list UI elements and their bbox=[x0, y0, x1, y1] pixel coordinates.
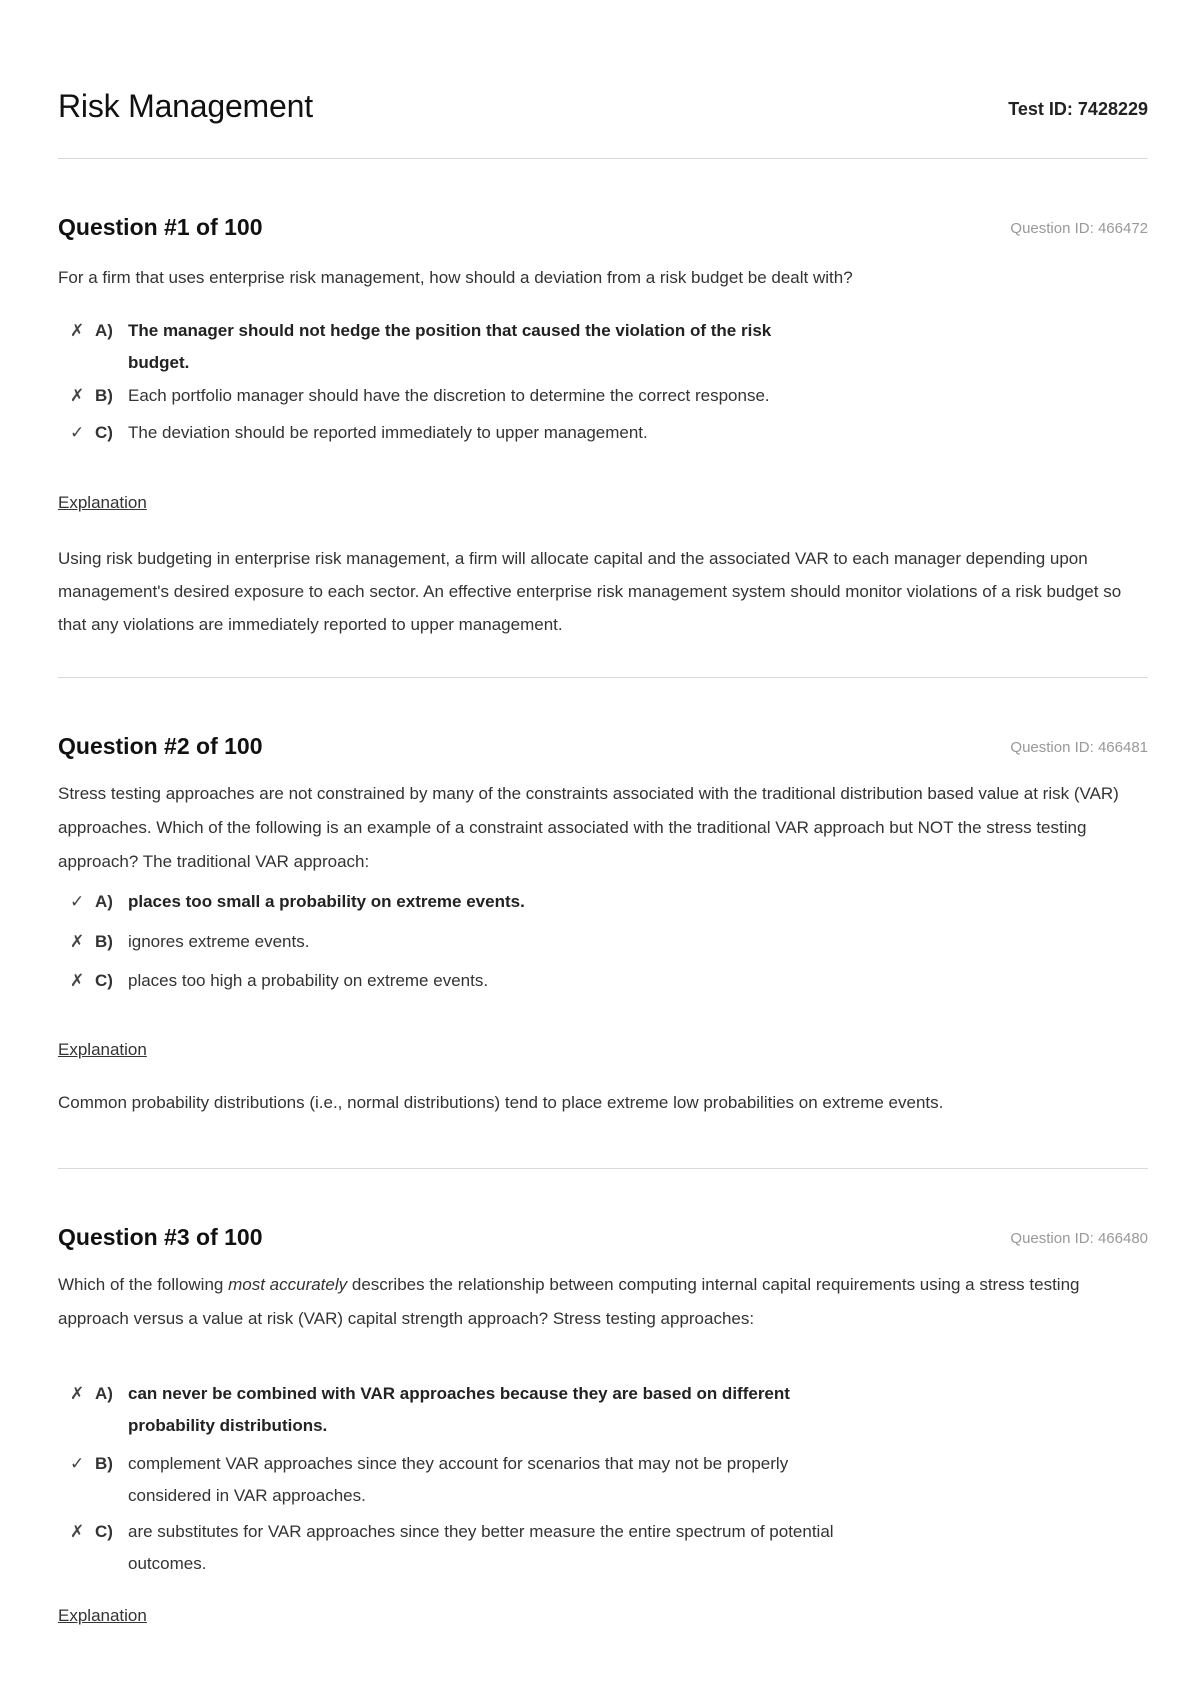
option-letter: C) bbox=[95, 971, 113, 990]
question-title: Question #3 of 100 bbox=[58, 1224, 263, 1250]
option-letter: A) bbox=[95, 892, 113, 911]
correct-check-icon: ✓ bbox=[70, 892, 85, 911]
question-text: For a firm that uses enterprise risk management, how should a deviation from a risk budget be dealt with? bbox=[58, 268, 853, 287]
question-text-emphasis: most accurately bbox=[228, 1275, 348, 1294]
option-c[interactable] bbox=[70, 965, 930, 997]
question-id: Question ID: 466481 bbox=[1010, 739, 1148, 756]
page-header bbox=[58, 0, 1148, 159]
option-a[interactable] bbox=[70, 886, 930, 918]
option-letter: B) bbox=[95, 932, 113, 951]
question-1 bbox=[58, 159, 1148, 678]
option-text: complement VAR approaches since they account for scenarios that may not be properly considered in VAR approaches. bbox=[128, 1454, 789, 1505]
explanation-label: Explanation bbox=[58, 493, 147, 512]
option-text: places too high a probability on extreme events. bbox=[128, 971, 489, 990]
option-c[interactable] bbox=[70, 1516, 850, 1580]
option-a[interactable] bbox=[70, 1378, 790, 1442]
option-a[interactable] bbox=[70, 315, 800, 379]
question-text-end: describes the relationship between computing internal capital requirements using a stress testing approach versus a value at risk (VAR) capital strength approach? Stress testing approaches: bbox=[58, 1275, 1080, 1328]
option-text: The manager should not hedge the position that caused the violation of the risk budget. bbox=[128, 321, 772, 372]
question-text bbox=[58, 1268, 1148, 1336]
incorrect-mark-icon: ✗ bbox=[70, 386, 85, 405]
option-text: are substitutes for VAR approaches since they better measure the entire spectrum of potential outcomes. bbox=[128, 1522, 834, 1573]
question-title: Question #2 of 100 bbox=[58, 733, 263, 759]
question-text-start: Which of the following bbox=[58, 1275, 229, 1294]
question-title: Question #1 of 100 bbox=[58, 214, 263, 240]
incorrect-mark-icon: ✗ bbox=[70, 1522, 85, 1541]
question-id: Question ID: 466480 bbox=[1010, 1230, 1148, 1247]
option-letter: C) bbox=[95, 423, 113, 442]
question-2 bbox=[58, 678, 1148, 1169]
explanation-text: Common probability distributions (i.e., normal distributions) tend to place extreme low probabilities on extreme events. bbox=[58, 1093, 944, 1112]
option-b[interactable] bbox=[70, 380, 930, 412]
explanation-label: Explanation bbox=[58, 1040, 147, 1059]
explanation-label: Explanation bbox=[58, 1606, 147, 1625]
question-3 bbox=[58, 1169, 1148, 1700]
incorrect-mark-icon: ✗ bbox=[70, 971, 85, 990]
option-letter: A) bbox=[95, 321, 113, 340]
option-letter: C) bbox=[95, 1522, 113, 1541]
explanation-text: Using risk budgeting in enterprise risk management, a firm will allocate capital and the associated VAR to each manager depending upon management's desired exposure to each sector. An effective enterprise risk management system should monitor violations of a risk budget so that any violations are immediately reported to upper management. bbox=[58, 549, 1122, 634]
incorrect-mark-icon: ✗ bbox=[70, 321, 85, 340]
option-text: ignores extreme events. bbox=[128, 932, 310, 951]
option-letter: B) bbox=[95, 1454, 113, 1473]
incorrect-mark-icon: ✗ bbox=[70, 1384, 85, 1403]
option-letter: B) bbox=[95, 386, 113, 405]
question-text: Stress testing approaches are not constrained by many of the constraints associated with the traditional distribution based value at risk (VAR) approaches. Which of the following is an example of a constraint associated with the traditional VAR approach but NOT the stress testing approach? The traditional VAR approach: bbox=[58, 784, 1119, 871]
option-c[interactable] bbox=[70, 417, 930, 449]
option-letter: A) bbox=[95, 1384, 113, 1403]
option-text: The deviation should be reported immediately to upper management. bbox=[128, 423, 648, 442]
option-text: can never be combined with VAR approaches because they are based on different probability distributions. bbox=[128, 1384, 790, 1435]
option-b[interactable] bbox=[70, 926, 930, 958]
incorrect-mark-icon: ✗ bbox=[70, 932, 85, 951]
question-id: Question ID: 466472 bbox=[1010, 220, 1148, 237]
option-b[interactable] bbox=[70, 1448, 800, 1512]
page-title: Risk Management bbox=[58, 88, 313, 124]
correct-check-icon: ✓ bbox=[70, 1454, 85, 1473]
test-id: Test ID: 7428229 bbox=[1008, 99, 1148, 119]
option-text: places too small a probability on extreme events. bbox=[128, 892, 525, 911]
option-text: Each portfolio manager should have the discretion to determine the correct response. bbox=[128, 386, 770, 405]
page bbox=[58, 0, 1148, 1700]
correct-check-icon: ✓ bbox=[70, 423, 85, 442]
